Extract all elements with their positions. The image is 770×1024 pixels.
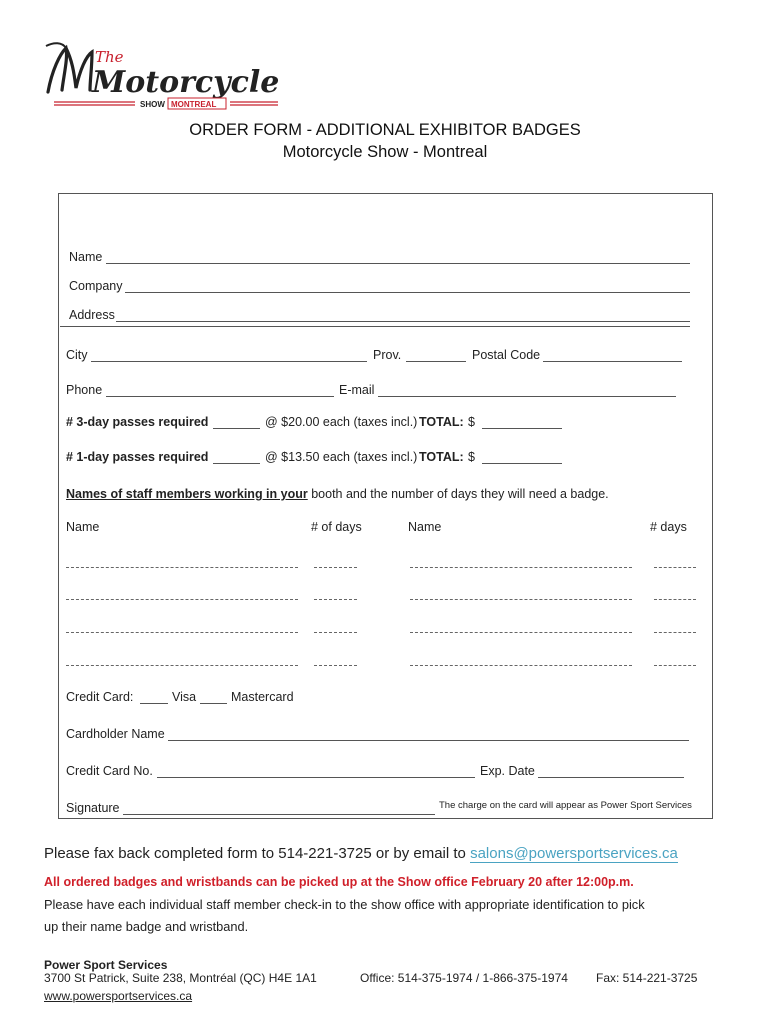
company-field[interactable] xyxy=(125,292,690,293)
staff-row-2-days-2[interactable] xyxy=(654,599,696,600)
checkin-line-1: Please have each individual staff member check-in to the show office with appropriate identification to pick xyxy=(44,897,645,912)
logo-city-text: MONTREAL xyxy=(171,100,217,109)
exp-date-label: Exp. Date xyxy=(480,764,535,778)
three-day-total-field[interactable] xyxy=(482,428,562,429)
phone-field[interactable] xyxy=(106,396,334,397)
email-link[interactable]: salons@powersportservices.ca xyxy=(470,845,678,862)
page-subtitle: Motorcycle Show - Montreal xyxy=(282,143,488,161)
visa-checkbox-line[interactable] xyxy=(140,703,168,704)
three-day-price: @ $20.00 each (taxes incl.) xyxy=(265,415,418,429)
name-label: Name xyxy=(69,250,103,264)
staff-row-1-name-1[interactable] xyxy=(66,567,298,568)
postal-code-field[interactable] xyxy=(543,361,682,362)
staff-row-4-days-2[interactable] xyxy=(654,665,696,666)
cardholder-name-label: Cardholder Name xyxy=(66,727,165,741)
three-day-passes-label: # 3-day passes required xyxy=(66,415,209,429)
logo-the-text: The xyxy=(95,48,124,66)
staff-col-days-1: # of days xyxy=(311,520,362,534)
one-day-total-field[interactable] xyxy=(482,463,562,464)
footer-office-phone: Office: 514-375-1974 / 1-866-375-1974 xyxy=(360,971,568,985)
order-form-box xyxy=(58,193,713,819)
one-day-dollar: $ xyxy=(468,450,475,464)
one-day-passes-label: # 1-day passes required xyxy=(66,450,209,464)
three-day-passes-qty-field[interactable] xyxy=(213,428,260,429)
phone-label: Phone xyxy=(66,383,103,397)
staff-row-2-days-1[interactable] xyxy=(314,599,357,600)
three-day-total-label: TOTAL: xyxy=(419,415,464,429)
staff-row-3-days-2[interactable] xyxy=(654,632,696,633)
page-title: ORDER FORM - ADDITIONAL EXHIBITOR BADGES xyxy=(189,121,581,139)
three-day-dollar: $ xyxy=(468,415,475,429)
city-label: City xyxy=(66,348,88,362)
footer-company: Power Sport Services xyxy=(44,958,168,972)
staff-row-2-name-2[interactable] xyxy=(410,599,632,600)
staff-col-name-1: Name xyxy=(66,520,100,534)
one-day-passes-qty-field[interactable] xyxy=(213,463,260,464)
mastercard-checkbox-line[interactable] xyxy=(200,703,227,704)
staff-col-days-2: # days xyxy=(650,520,687,534)
staff-row-4-days-1[interactable] xyxy=(314,665,357,666)
staff-row-1-name-2[interactable] xyxy=(410,567,632,568)
exp-date-field[interactable] xyxy=(538,777,684,778)
staff-heading-rest: booth and the number of days they will need a badge. xyxy=(311,487,609,501)
staff-row-3-days-1[interactable] xyxy=(314,632,357,633)
staff-row-3-name-1[interactable] xyxy=(66,632,298,633)
credit-card-number-field[interactable] xyxy=(157,777,475,778)
postal-code-label: Postal Code xyxy=(472,348,541,362)
email-label: E-mail xyxy=(339,383,375,397)
prov-label: Prov. xyxy=(373,348,402,362)
name-field[interactable] xyxy=(106,263,690,264)
pickup-notice: All ordered badges and wristbands can be picked up at the Show office February 20 after 12:00p.m. xyxy=(44,875,634,889)
footer-address: 3700 St Patrick, Suite 238, Montréal (QC) H4E 1A1 xyxy=(44,971,317,985)
footer-website-link[interactable]: www.powersportservices.ca xyxy=(44,989,193,1003)
staff-row-2-name-1[interactable] xyxy=(66,599,298,600)
credit-card-label: Credit Card: xyxy=(66,690,134,704)
one-day-total-label: TOTAL: xyxy=(419,450,464,464)
checkin-line-2: up their name badge and wristband. xyxy=(44,919,249,934)
address-field-line-2[interactable] xyxy=(60,326,690,327)
email-field[interactable] xyxy=(378,396,676,397)
fax-instructions-text: Please fax back completed form to 514-221-3725 or by email to xyxy=(44,845,466,862)
fax-instructions xyxy=(44,845,678,862)
staff-row-4-name-2[interactable] xyxy=(410,665,632,666)
staff-col-name-2: Name xyxy=(408,520,442,534)
city-field[interactable] xyxy=(91,361,367,362)
staff-heading xyxy=(66,487,609,501)
motorcycle-show-logo xyxy=(40,40,290,118)
logo-show-text: SHOW xyxy=(140,100,165,109)
footer-fax: Fax: 514-221-3725 xyxy=(596,971,698,985)
staff-row-4-name-1[interactable] xyxy=(66,665,298,666)
prov-field[interactable] xyxy=(406,361,466,362)
staff-row-1-days-2[interactable] xyxy=(654,567,696,568)
one-day-price: @ $13.50 each (taxes incl.) xyxy=(265,450,418,464)
mastercard-label: Mastercard xyxy=(231,690,294,704)
signature-field[interactable] xyxy=(123,814,435,815)
charge-note: The charge on the card will appear as Power Sport Services xyxy=(439,800,692,811)
address-label: Address xyxy=(69,308,115,322)
logo-main-text: Motorcycle xyxy=(92,65,280,100)
cardholder-name-field[interactable] xyxy=(168,740,689,741)
staff-heading-underlined: Names of staff members working in your xyxy=(66,487,308,501)
staff-row-3-name-2[interactable] xyxy=(410,632,632,633)
signature-label: Signature xyxy=(66,801,120,815)
visa-label: Visa xyxy=(172,690,197,704)
address-field[interactable] xyxy=(116,321,690,322)
staff-row-1-days-1[interactable] xyxy=(314,567,357,568)
company-label: Company xyxy=(69,279,123,293)
credit-card-number-label: Credit Card No. xyxy=(66,764,153,778)
